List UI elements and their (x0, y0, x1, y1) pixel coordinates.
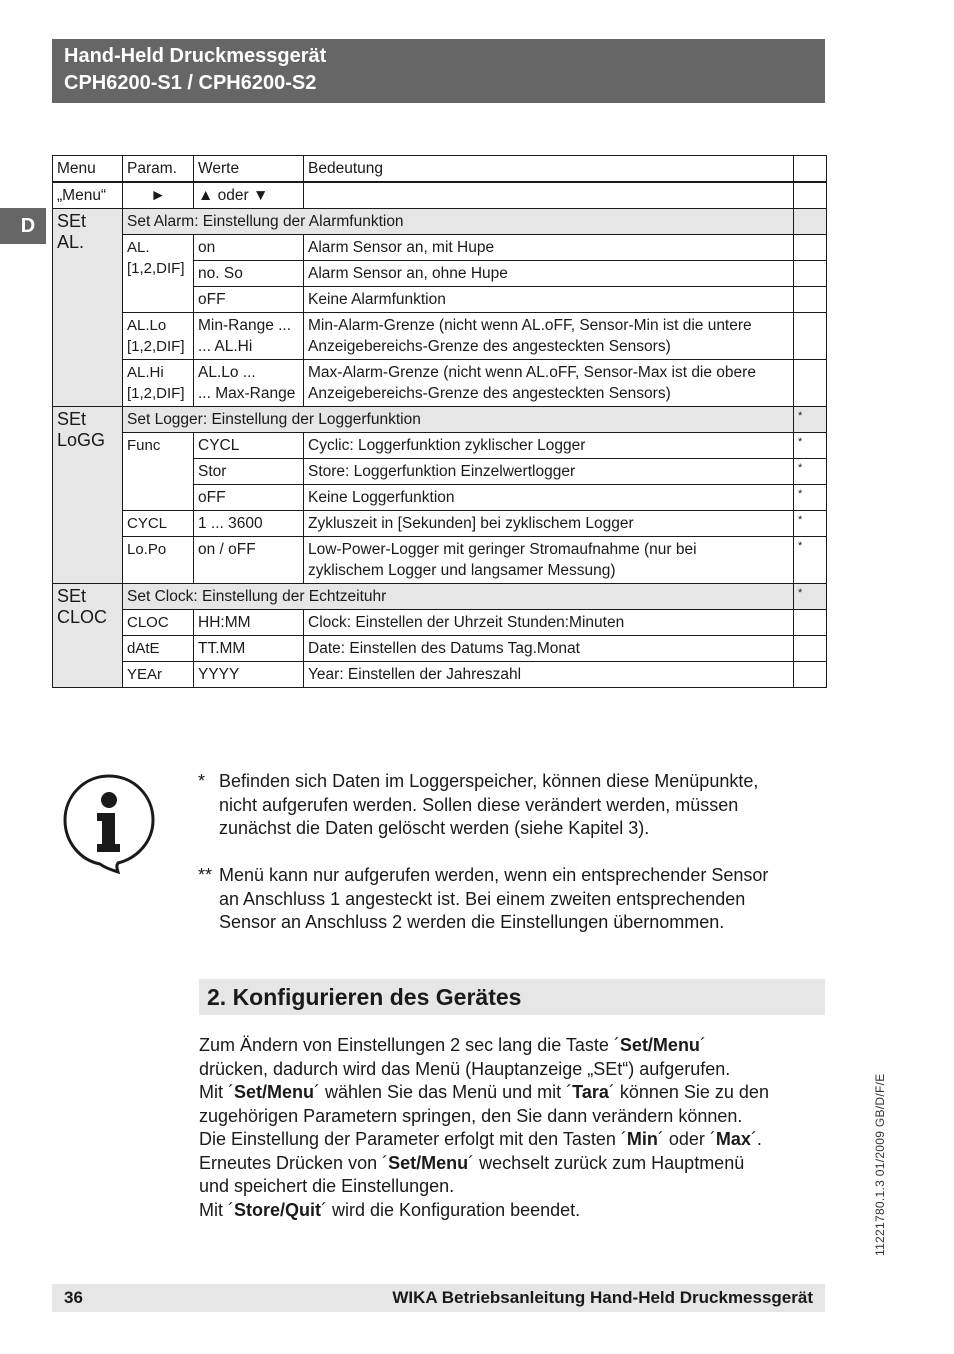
table-row: oFF Keine Alarmfunktion (53, 287, 827, 313)
param-al-hi: AL.Hi [1,2,DIF] (123, 360, 194, 407)
info-icon (60, 770, 158, 874)
table-row: CYCL 1 ... 3600 Zykluszeit in [Sekunden] bei zyklischem Logger * (53, 511, 827, 537)
document-code: 11221780.1.3 01/2009 GB/D/F/E (873, 1073, 887, 1256)
page-number: 36 (64, 1288, 83, 1307)
nav-param-cell: ► (123, 182, 194, 209)
header-title-line1: Hand-Held Druckmessgerät (64, 45, 327, 67)
param-func: Func (123, 433, 194, 511)
language-tab: D (0, 208, 46, 244)
section-row-clock: Set Clock: Einstellung der Echtzeituhr (123, 584, 794, 610)
table-row: Stor Store: Loggerfunktion Einzelwertlogger * (53, 459, 827, 485)
note-double-star: ** Menü kann nur aufgerufen werden, wenn ein entsprechender Sensor an Anschluss 1 angesteckt ist. Bei einem zweiten entsprechenden Sensor an Anschluss 2 werden die Einstellungen übernommen. (198, 865, 769, 932)
nav-menu-cell: „Menu“ (53, 182, 123, 209)
body-paragraph: Zum Ändern von Einstellungen 2 sec lang die Taste ´Set/Menu´ drücken, dadurch wird das Menü (Hauptanzeige „SEt“) aufgerufen. Mit ´Set/Menu´ wählen Sie das Menü und mit ´Tara´ können Sie zu den zugehörigen Parametern springen, den Sie dann verändern können. Die Einstellung der Parameter erfolgt mit den Tasten ´Min´ oder ´Max´. Erneutes Drücken von ´Set/Menu´ wechselt zurück zum Hauptmenü und speichert die Einstellungen. Mit ´Store/Quit´ wird die Konfiguration beendet. (199, 1035, 769, 1220)
nav-werte-cell: ▲ oder ▼ (194, 182, 304, 209)
table-row: AL.Lo [1,2,DIF] Min-Range ... ... AL.Hi Min-Alarm-Grenze (nicht wenn AL.oFF, Sensor-Min ist die untere Anzeigebereichs-Grenze des angesteckten Sensors) (53, 313, 827, 360)
page-header (52, 39, 825, 103)
section-row-logger: Set Logger: Einstellung der Loggerfunktion (123, 407, 794, 433)
param-lopo: Lo.Po (123, 537, 194, 584)
table-row: YEAr YYYY Year: Einstellen der Jahreszahl (53, 662, 827, 688)
header-title-line2: CPH6200-S1 / CPH6200-S2 (64, 72, 317, 94)
table-row: AL.Hi [1,2,DIF] AL.Lo ... ... Max-Range Max-Alarm-Grenze (nicht wenn AL.oFF, Sensor-Max ist die obere Anzeigebereichs-Grenze des angesteckten Sensors) (53, 360, 827, 407)
menu-set-logger: SEt LoGG (53, 407, 123, 584)
param-al: AL. [1,2,DIF] (123, 235, 194, 313)
table-row: Lo.Po on / oFF Low-Power-Logger mit geringer Stromaufnahme (nur bei zyklischem Logger und langsamer Messung) * (53, 537, 827, 584)
menu-set-clock: SEt CLOC (53, 584, 123, 688)
section-title: 2. Konfigurieren des Gerätes (199, 979, 825, 1015)
table-row: no. So Alarm Sensor an, ohne Hupe (53, 261, 827, 287)
table-row (53, 209, 827, 235)
col-header-note (794, 156, 827, 183)
notes-block (198, 770, 828, 958)
footer-title: WIKA Betriebsanleitung Hand-Held Druckmessgerät (392, 1288, 813, 1307)
page-footer (52, 1284, 825, 1312)
col-header-bedeutung: Bedeutung (304, 156, 794, 183)
table-row: AL. [1,2,DIF] on Alarm Sensor an, mit Hupe (53, 235, 827, 261)
table-row: SEt CLOC Set Clock: Einstellung der Echtzeituhr * (53, 584, 827, 610)
col-header-werte: Werte (194, 156, 304, 183)
param-cycl: CYCL (123, 511, 194, 537)
table-row: SEt LoGG Set Logger: Einstellung der Loggerfunktion * (53, 407, 827, 433)
col-header-menu: Menu (53, 156, 123, 183)
note-single-star: * Befinden sich Daten im Loggerspeicher, können diese Menüpunkte, nicht aufgerufen werden. Sollen diese verändert werden, müssen zunächst die Daten gelöscht werden (siehe Kapitel 3). (198, 771, 759, 838)
col-header-param: Param. (123, 156, 194, 183)
table-row: oFF Keine Loggerfunktion * (53, 485, 827, 511)
table-row: dAtE TT.MM Date: Einstellen des Datums Tag.Monat (53, 636, 827, 662)
param-al-lo: AL.Lo [1,2,DIF] (123, 313, 194, 360)
menu-set-alarm: SEt AL. (53, 209, 123, 407)
table-row (53, 182, 827, 209)
table-header-row (53, 156, 827, 183)
table-row: Func CYCL Cyclic: Loggerfunktion zyklischer Logger * (53, 433, 827, 459)
menu-table (52, 155, 827, 688)
section-row-alarm: Set Alarm: Einstellung der Alarmfunktion (123, 209, 794, 235)
table-row: CLOC HH:MM Clock: Einstellen der Uhrzeit Stunden:Minuten (53, 610, 827, 636)
